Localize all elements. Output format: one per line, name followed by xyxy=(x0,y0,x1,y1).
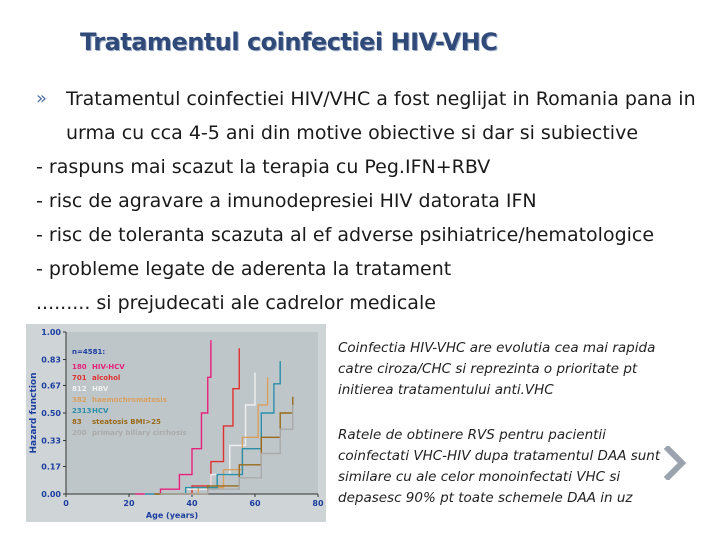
legend-label: HIV-HCV xyxy=(92,363,125,371)
y-axis-label: Hazard function xyxy=(29,372,39,454)
legend-label: alcohol xyxy=(92,374,121,382)
y-tick-label: 0.33 xyxy=(41,436,61,446)
y-tick-label: 0.67 xyxy=(41,381,61,391)
x-tick-label: 0 xyxy=(63,499,69,508)
x-tick-label: 40 xyxy=(186,499,198,508)
legend-label: HBV xyxy=(92,385,109,393)
legend-count: 382 xyxy=(72,396,87,404)
legend-count: 180 xyxy=(72,363,87,371)
legend-count: 701 xyxy=(72,374,87,382)
legend-label: HCV xyxy=(92,407,109,415)
hazard-chart xyxy=(26,324,326,522)
text-line-3: - risc de toleranta scazuta al ef adverse psihiatrice/hematologice xyxy=(36,224,655,246)
y-tick-label: 0.83 xyxy=(41,355,61,365)
legend-label: steatosis BMI>25 xyxy=(92,418,161,426)
y-tick-label: 1.00 xyxy=(41,328,61,337)
legend-count: 812 xyxy=(72,385,87,393)
text-line-1: - raspuns mai scazut la terapia cu Peg.IFN+RBV xyxy=(36,156,491,178)
x-tick-label: 80 xyxy=(312,499,324,508)
x-tick-label: 20 xyxy=(123,499,135,508)
legend-label: haemochromatosis xyxy=(92,396,167,404)
side-note-2: Ratele de obtinere RVS pentru pacientii coinfectati VHC-HIV dupa tratamentul DAA sunt similare cu ale celor monoinfectati VHC si depasesc 90% pt toate schemele DAA in uz xyxy=(338,427,661,506)
bullet-text: Tratamentul coinfectiei HIV/VHC a fost neglijat in Romania pana in urma cu cca 4-5 ani din motive obiective si dar si subiective xyxy=(66,88,696,144)
hazard-chart-svg xyxy=(26,324,326,522)
y-tick-label: 0.50 xyxy=(41,409,61,418)
y-tick-label: 0.17 xyxy=(41,462,61,472)
x-axis-label: Age (years) xyxy=(145,511,199,520)
bullet-icon: » xyxy=(36,88,48,109)
legend-count: 83 xyxy=(72,418,82,426)
body-text xyxy=(36,82,706,320)
x-tick-label: 60 xyxy=(249,499,261,508)
legend-count: 200 xyxy=(72,429,87,437)
chevron-right-icon[interactable] xyxy=(664,446,688,480)
y-tick-label: 0.00 xyxy=(41,490,61,499)
bullet-item xyxy=(36,82,706,150)
slide-title: Tratamentul coinfectiei HIV-VHC xyxy=(80,28,498,56)
legend-title: n=4581: xyxy=(72,348,106,356)
text-line-2: - risc de agravare a imunodepresiei HIV datorata IFN xyxy=(36,190,537,212)
legend-count: 2313 xyxy=(72,407,92,415)
text-line-4: - probleme legate de aderenta la tratament xyxy=(36,258,452,280)
legend-label: primary biliary cirrhosis xyxy=(92,429,187,437)
text-line-5: ......... si prejudecati ale cadrelor medicale xyxy=(36,292,436,314)
side-note-1: Coinfectia HIV-VHC are evolutia cea mai rapida catre ciroza/CHC si reprezinta o prioritate pt initierea tratamentului anti.VHC xyxy=(338,340,656,398)
